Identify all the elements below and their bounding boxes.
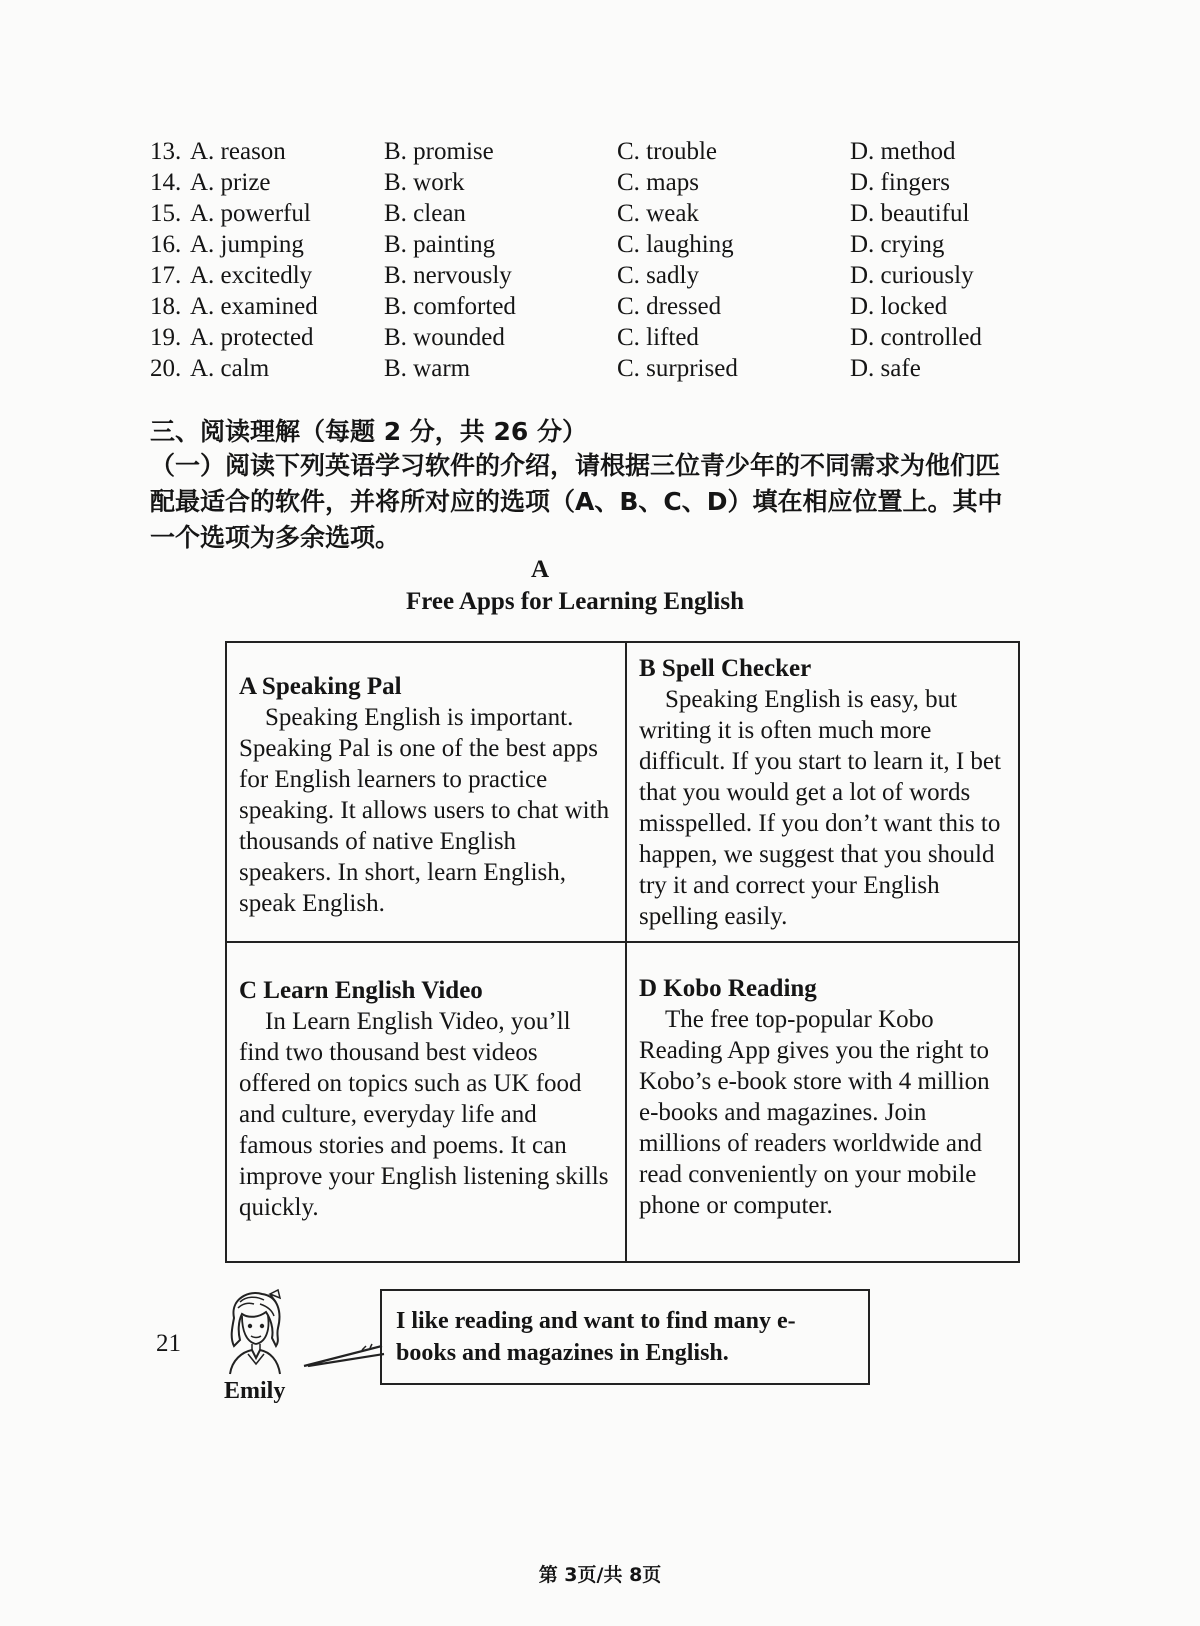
option-a: A. examined [190,293,318,320]
app-name: B Spell Checker [639,655,812,682]
app-name: C Learn English Video [239,977,483,1004]
girl-avatar-icon [220,1288,288,1376]
option-c: C. weak [617,200,699,227]
question-number: 18. [150,293,182,320]
option-b: B. warm [384,355,471,382]
app-description: The free top-popular Kobo Reading App gives you the right to Kobo’s e-book store with 4 million e-books and magazines. Join millions of readers worldwide and read conveniently on your mobile phone or computer. [639,1006,990,1219]
app-name: D Kobo Reading [639,975,817,1002]
app-description: In Learn English Video, you’ll find two thousand best videos offered on topics such as UK food and culture, everyday life and famous stories and poems. It can improve your English listening skills quickly. [239,1008,609,1221]
option-d: D. fingers [850,169,950,196]
instruction-line: 配最适合的软件，并将所对应的选项（A、B、C、D）填在相应位置上。其中 [150,487,1003,516]
app-card-spell-checker [627,643,1018,943]
option-c: C. maps [617,169,699,196]
option-d: D. beautiful [850,200,970,227]
option-a: A. excitedly [190,262,313,289]
question-row [150,291,1050,322]
question-row [150,322,1050,353]
option-d: D. crying [850,231,945,258]
option-c: C. sadly [617,262,699,289]
question-row [150,167,1050,198]
option-d: D. curiously [850,262,974,289]
option-c: C. surprised [617,355,738,382]
question-number: 13. [150,138,182,165]
option-a: A. protected [190,324,314,351]
speech-text: I like reading and want to find many e-books and magazines in English. [396,1308,796,1366]
option-b: B. wounded [384,324,505,351]
question-21-number: 21 [156,1330,181,1357]
speech-bubble [380,1289,870,1385]
passage-letter: A [530,556,550,583]
instruction-line: （一）阅读下列英语学习软件的介绍，请根据三位青少年的不同需求为他们匹 [150,451,1001,480]
app-card-speaking-pal [227,643,627,943]
question-number: 19. [150,324,182,351]
question-row [150,260,1050,291]
option-d: D. locked [850,293,948,320]
section-header: 三、阅读理解（每题 2 分，共 26 分） [150,417,588,446]
app-card-kobo-reading [627,943,1018,1261]
option-d: D. safe [850,355,921,382]
option-c: C. lifted [617,324,699,351]
app-card-learn-english-video [227,943,627,1261]
option-a: A. calm [190,355,270,382]
question-number: 20. [150,355,182,382]
option-b: B. nervously [384,262,512,289]
question-number: 17. [150,262,182,289]
question-row [150,229,1050,260]
question-row [150,136,1050,167]
app-table [225,641,1020,1263]
question-row [150,198,1050,229]
option-a: A. jumping [190,231,304,258]
option-a: A. reason [190,138,286,165]
option-b: B. work [384,169,465,196]
section-instructions [150,448,1095,556]
option-b: B. comforted [384,293,516,320]
app-description: Speaking English is easy, but writing it is often much more difficult. If you start to learn it, I bet that you would get a lot of words misspelled. If you don’t want this to happen, we suggest that you should try it and correct your English spelling easily. [639,686,1001,930]
option-c: C. laughing [617,231,734,258]
question-number: 14. [150,169,182,196]
option-d: D. controlled [850,324,982,351]
option-c: C. trouble [617,138,717,165]
option-b: B. painting [384,231,496,258]
option-c: C. dressed [617,293,722,320]
option-d: D. method [850,138,956,165]
option-b: B. clean [384,200,466,227]
multiple-choice-list [150,136,1050,384]
person-name: Emily [224,1378,286,1404]
question-number: 16. [150,231,182,258]
passage-title: Free Apps for Learning English [405,588,744,615]
option-a: A. prize [190,169,271,196]
app-name: A Speaking Pal [239,673,402,700]
app-description: Speaking English is important. Speaking Pal is one of the best apps for English learners to practice speaking. It allows users to chat with thousands of native English speakers. In short, learn English, speak English. [239,704,610,917]
speech-bubble-tail [300,1340,390,1370]
option-b: B. promise [384,138,494,165]
question-row [150,353,1050,384]
page-number: 第 3页/共 8页 [538,1564,662,1586]
question-number: 15. [150,200,182,227]
instruction-line: 一个选项为多余选项。 [150,523,401,552]
option-a: A. powerful [190,200,311,227]
